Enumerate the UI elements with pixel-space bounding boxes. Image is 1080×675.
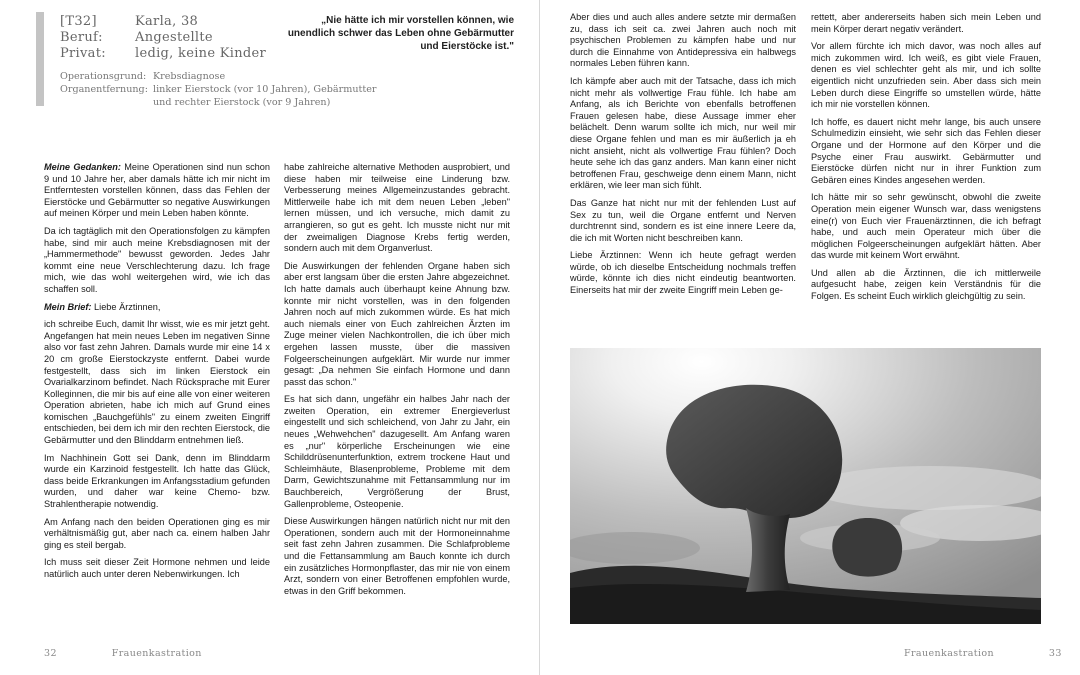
profile-privat-value: ledig, keine Kinder (135, 46, 267, 61)
paragraph: Ich hoffe, es dauert nicht mehr lange, bis auch unsere Schulmedizin einsieht, wie sehr sich das Fehlen dieser Organe und der Hormone auf den Körper und die Psyche einer Frau auswirkt. Gebärmutter und Eierstöcke dürfen nicht nur in ihrer Funktion zum Gebären eines Kindes angesehen werden. (811, 116, 1041, 185)
text-column-2 (284, 162, 510, 603)
organ-removal-value-1: linker Eierstock (vor 10 Jahren), Gebärmutter (153, 84, 377, 95)
running-title-left: Frauenkastration (111, 648, 202, 659)
profile-block (60, 14, 266, 62)
paragraph: Vor allem fürchte ich mich davor, was noch alles auf mich zukommen wird. Ich weiß, es gibt viele Frauen, denen es viel schlechter geht als mir, und ich sollte eigentlich nicht unzufrieden sein. Aber dass sich mein Leben durch diese Eingriffe so umstellen würde, hätte ich mir nie vorstellen können. (811, 41, 1041, 110)
page-number-left: 32 (44, 648, 57, 659)
profile-id: [T32] (60, 14, 97, 29)
paragraph: Mein Brief: Liebe Ärztinnen, (44, 301, 161, 312)
paragraph: Liebe Ärztinnen: Wenn ich heute gefragt werden würde, ob ich dieselbe Entscheidung nochmals treffen würde, könnte ich dies nicht eindeutig beantworten. Einerseits hat mir der zweite Eingriff mein Leben ge- (570, 250, 796, 296)
sidebar-accent-bar (36, 12, 44, 106)
op-reason-label: Operationsgrund: (60, 71, 147, 82)
text-column-4 (811, 12, 1041, 309)
paragraph: Da ich tagtäglich mit den Operationsfolgen zu kämpfen habe, sind mir auch meine Krebsdiagnosen mit der „Hammermethode" bewusst geworden. Jedes Jahr kommt eine neue Verschlechterung dazu. Ich frage mich, wie das wohl weitergehen wird, wie ich das schaffen soll. (44, 225, 270, 294)
paragraph: Ich hätte mir so sehr gewünscht, obwohl die zweite Operation mein eigener Wunsch war, dass wenigstens eine(r) von Euch vier Frauenärztinnen, die ich befragt habe, und auch mein Operateur mich über die möglichen Folgeerscheinungen aufgeklärt hätten. Aber das wurde mit keinem Wort erwähnt. (811, 192, 1041, 261)
paragraph: Diese Auswirkungen hängen natürlich nicht nur mit den Operationen, sondern auch mit der Hormoneinnahme seit fast zehn Jahren zusammen. Die Schlafprobleme und die Fettansammlung am Bauch konnte ich durch ein zusätzliches Hormonpflaster, das mir nie von einem Arzt, sondern von einer Betroffenen empfohlen wurde, etwas in den Griff bekommen. (284, 516, 510, 596)
profile-beruf-label: Beruf: (60, 30, 103, 45)
paragraph: Die Auswirkungen der fehlenden Organe haben sich aber erst langsam über die ersten Jahre abgezeichnet. Ich hatte damals auch überhaupt keine Ahnung bzw. konnte mir nicht vorstellen, was in den folgenden Jahren noch auf mich zukommen würde. Es hat mich auch niemals einer von Euch zahlreichen Ärzten im Zuge meiner vielen Nachkontrollen, die ich über mich ergehen lassen musste, über die massiven Folgeerscheinungen aufgeklärt. Mir wurde nur immer gesagt: „Da nehmen Sie einfach Hormone und dann passt das schon." (284, 260, 510, 387)
page-number-right: 33 (1048, 648, 1062, 659)
pull-quote: „Nie hätte ich mir vorstellen können, wie unendlich schwer das Leben ohne Gebärmutter und Eierstöcke ist." (287, 15, 514, 52)
organ-removal-value-2: und rechter Eierstock (vor 9 Jahren) (153, 97, 331, 108)
right-page (540, 0, 1080, 675)
paragraph: Das Ganze hat nicht nur mit der fehlenden Lust auf Sex zu tun, weil die Organe entfernt und Nerven durchtrennt sind, sondern es ist eine innere Leere da, die ich mit Worten nicht beschreiben kann. (570, 197, 796, 243)
running-title-right: Frauenkastration (904, 648, 995, 659)
footer-right (904, 648, 1062, 659)
profile-beruf-value: Angestellte (135, 30, 213, 45)
organ-removal-label: Organentfernung: (60, 84, 148, 95)
footer-left (44, 648, 202, 659)
paragraph: Es hat sich dann, ungefähr ein halbes Jahr nach der zweiten Operation, ein extremer Energieverlust eingestellt und sich schleichend, von Jahr zu Jahr, ein neues „Wehwehchen" dazugesellt. Am Anfang waren es „nur" körperliche Erscheinungen wie eine Schilddrüsenunterfunktion, extrem trockene Haut und Schleimhäute, Blasenprobleme, Probleme mit dem Darm, Gewichtszunahme mit Fettansammlung nur im Bauchbereich, Vergrößerung der Brust, Gallenprobleme, Osteopenie. (284, 394, 510, 509)
paragraph: Am Anfang nach den beiden Operationen ging es mir verhältnismäßig gut, aber nach ca. einem halben Jahr ging es steil bergab. (44, 516, 270, 550)
profile-privat-label: Privat: (60, 46, 106, 61)
paragraph: Aber dies und auch alles andere setzte mir dermaßen zu, dass ich seit ca. zwei Jahren auch noch mit psychischen Problemen zu kämpfen habe und nur durch die Einnahme von Antidepressiva ein halbwegs normales Leben führen kann. (570, 12, 796, 69)
section-lead-gedanken: Meine Gedanken: (44, 162, 121, 172)
paragraph: rettett, aber andererseits haben sich mein Leben und mein Körper derart negativ verändert. (811, 12, 1041, 34)
op-reason-value: Krebsdiagnose (153, 71, 226, 82)
section-lead-brief: Mein Brief: (44, 301, 92, 312)
text-column-1 (44, 162, 270, 587)
operation-info (60, 70, 376, 109)
paragraph: Und allen ab die Ärztinnen, die ich mittlerweile aufgesucht habe, zeigen kein Verständnis für die Folgen. Es scheint Euch wirklich gleichgültig zu sein. (811, 267, 1041, 302)
paragraph: habe zahlreiche alternative Methoden ausprobiert, und diese haben mir teilweise eine Linderung bzw. Verbesserung meines Allgemeinzustandes gebracht. Mittlerweile habe ich mit dem neuen Leben „leben" lernen müssen, und ich versuche, mich damit zu arrangieren, so gut es geht. Ich musste nicht nur mit der zweimaligen Diagnose Krebs fertig werden, sondern auch mit dem Organverlust. (284, 162, 510, 254)
paragraph: Ich kämpfe aber auch mit der Tatsache, dass ich mich nicht mehr als vollwertige Frau fühle. Ich habe am Anfang, als ich Berichte von ebenfalls betroffenen Frauen gelesen habe, diese Aussage immer eher belächelt. Denn warum sollte ich mich, nur weil mir diese Organe fehlen und man es mir äußerlich ja eh nicht ansieht, nicht als vollwertige Frau fühlen? Doch heute sehe ich das ganz anders. Man kann einer nicht betroffenen Frau, geschweige denn einem Mann, nicht erklären, wie leer man sich fühlt. (570, 75, 796, 191)
rock-formation-photo (570, 348, 1041, 624)
paragraph: ich schreibe Euch, damit Ihr wisst, wie es mir jetzt geht. Angefangen hat mein neues Leben im negativen Sinne also vor fast zehn Jahren. Damals wurde mir eine 14 x 20 cm große Eierstockzyste entfernt. Dabei wurde festgestellt, dass sich im linken Eierstock ein Ovarialkarzinom befindet. Nach Rücksprache mit Eurer Kolleginnen, die mir bis auf eine alle von einer weiteren Operation abrieten, habe ich mich auf Grund eines komischen „Bauchgefühls" zu einem zweiten Eingriff entschieden, bei dem ich mir den rechten Eierstock, die Gebärmutter und den Blinddarm entnehmen ließ. (44, 319, 270, 446)
paragraph: Meine Gedanken: Meine Operationen sind nun schon 9 und 10 Jahre her, aber damals hätte ich mir nicht im Entferntesten vorstellen können, dass das Fehlen der Eierstöcke und Gebärmutter so negative Auswirkungen auf meinen Körper und mein Leben haben könnte. (44, 162, 270, 219)
paragraph: Ich muss seit dieser Zeit Hormone nehmen und leide natürlich auch unter deren Nebenwirkungen. Ich (44, 557, 270, 579)
text-column-3 (570, 12, 796, 303)
paragraph: Im Nachhinein Gott sei Dank, denn im Blinddarm wurde ein Karzinoid festgestellt. Ich hatte das Glück, dass beide Erkrankungen im Anfangsstadium gefunden wurden, und daher war keine Chemo- bzw. Strahlentherapie notwendig. (44, 452, 270, 510)
profile-name: Karla, 38 (135, 14, 199, 29)
